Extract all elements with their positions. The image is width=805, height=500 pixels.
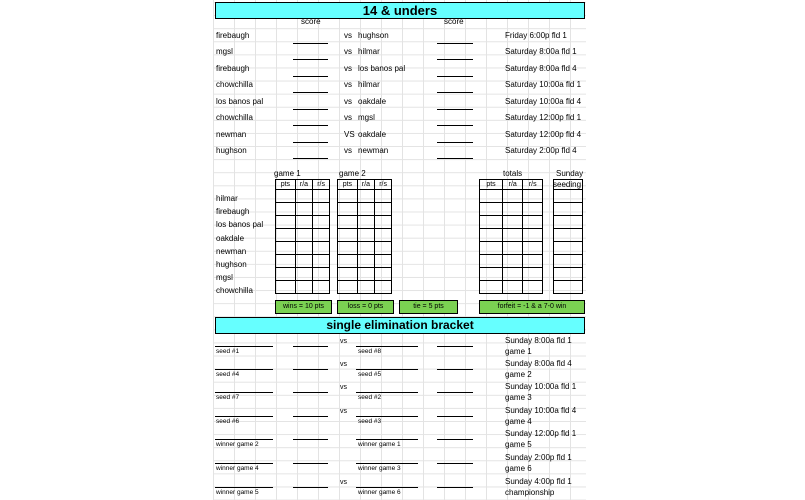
table-cell [313, 190, 330, 203]
table-cell [523, 203, 543, 216]
bracket-vs: vs [340, 384, 347, 391]
table-cell [503, 281, 523, 294]
table-cell [523, 229, 543, 242]
table-cell [357, 255, 375, 268]
bracket-score-line [437, 392, 473, 393]
bracket-time: Sunday 12:00p fld 1 [505, 429, 577, 438]
score-line [437, 158, 473, 159]
game-team2: mgsl [358, 113, 375, 122]
game-team2: oakdale [358, 130, 387, 139]
standings-team: los banos pal [216, 220, 264, 230]
table-row [480, 281, 543, 294]
bracket-title: single elimination bracket [215, 317, 585, 334]
table-cell [276, 203, 296, 216]
spreadsheet [213, 0, 586, 500]
bracket-score-line [437, 439, 473, 440]
table-cell [357, 190, 375, 203]
column-header: pts [276, 180, 296, 190]
bracket-score-line [437, 369, 473, 370]
game-vs: vs [344, 31, 352, 40]
bracket-seed-left: seed #6 [216, 418, 240, 425]
bracket-line-left [215, 346, 273, 347]
table-cell [313, 255, 330, 268]
game-team2: hilmar [358, 80, 380, 89]
table-cell [523, 281, 543, 294]
table-cell [276, 268, 296, 281]
bracket-seed-left: seed #4 [216, 371, 240, 378]
column-header: r/a [503, 180, 523, 190]
bracket-score-line [293, 346, 328, 347]
table-cell [357, 203, 375, 216]
seeding-label: seeding [553, 180, 582, 189]
table-cell [338, 268, 358, 281]
table-row [480, 190, 543, 203]
table-row [554, 255, 583, 268]
table-cell [338, 242, 358, 255]
table-row [554, 216, 583, 229]
bracket-line-right [356, 369, 418, 370]
bracket-line-right [356, 487, 418, 488]
table-cell [276, 229, 296, 242]
table-cell [554, 255, 583, 268]
table-cell [554, 268, 583, 281]
table-row [480, 268, 543, 281]
score-line [293, 43, 328, 44]
table-cell [554, 203, 583, 216]
bracket-seed-right: seed #3 [358, 418, 382, 425]
table-cell [276, 242, 296, 255]
table-cell [480, 190, 503, 203]
table-cell [313, 242, 330, 255]
bracket-vs: vs [340, 408, 347, 415]
bracket-vs: vs [340, 479, 347, 486]
game-team2: newman [358, 146, 389, 155]
game-team2: oakdale [358, 97, 387, 106]
bracket-line-left [215, 487, 273, 488]
bracket-game-label: game 3 [505, 393, 532, 402]
score-line [293, 76, 328, 77]
column-header: r/s [375, 180, 392, 190]
game-vs: VS [344, 130, 355, 139]
header-row [338, 180, 392, 190]
game-team1: firebaugh [216, 64, 250, 73]
bracket-game-label: game 4 [505, 417, 532, 426]
legend-wins: wins = 10 pts [275, 300, 332, 314]
table-cell [295, 190, 313, 203]
table-cell [276, 216, 296, 229]
table-cell [480, 216, 503, 229]
table-cell [523, 190, 543, 203]
score-header-right: score [444, 17, 464, 26]
table-cell [338, 255, 358, 268]
game-team2: hilmar [358, 47, 380, 56]
table-cell [338, 190, 358, 203]
table-cell [503, 255, 523, 268]
table-cell [375, 281, 392, 294]
score-header-left: score [301, 17, 321, 26]
game-vs: vs [344, 47, 352, 56]
game1-table [275, 179, 330, 294]
table-cell [313, 229, 330, 242]
table-cell [375, 268, 392, 281]
table-row [276, 216, 330, 229]
bracket-seed-left: seed #7 [216, 394, 240, 401]
table-cell [357, 242, 375, 255]
column-header: r/a [357, 180, 375, 190]
bracket-game-label: game 2 [505, 370, 532, 379]
table-cell [357, 268, 375, 281]
bracket-game-label: game 1 [505, 347, 532, 356]
table-cell [554, 216, 583, 229]
bracket-score-line [293, 392, 328, 393]
bracket-time: Sunday 8:00a fld 4 [505, 359, 572, 368]
bracket-line-right [356, 439, 418, 440]
bracket-time: Sunday 8:00a fld 1 [505, 336, 572, 345]
table-cell [480, 268, 503, 281]
score-line [437, 59, 473, 60]
table-row [276, 255, 330, 268]
table-cell [276, 281, 296, 294]
table-cell [338, 281, 358, 294]
game-time: Saturday 8:00a fld 4 [505, 64, 577, 73]
bracket-line-left [215, 439, 273, 440]
bracket-line-right [356, 392, 418, 393]
bracket-score-line [293, 439, 328, 440]
table-cell [480, 229, 503, 242]
bracket-game-label: championship [505, 488, 555, 497]
game-vs: vs [344, 97, 352, 106]
bracket-seed-left: seed #1 [216, 348, 240, 355]
score-line [293, 125, 328, 126]
bracket-score-line [437, 416, 473, 417]
table-row [554, 281, 583, 294]
header-row [480, 180, 543, 190]
table-cell [375, 203, 392, 216]
score-line [293, 92, 328, 93]
table-row [338, 190, 392, 203]
game-time: Saturday 2:00p fld 4 [505, 146, 577, 155]
bracket-seed-left: winner game 5 [216, 489, 259, 496]
table-cell [503, 216, 523, 229]
legend-tie: tie = 5 pts [399, 300, 458, 314]
table-cell [523, 255, 543, 268]
table-cell [338, 216, 358, 229]
game-vs: vs [344, 80, 352, 89]
game-team1: chowchilla [216, 113, 253, 122]
table-row [480, 216, 543, 229]
bracket-score-line [293, 487, 328, 488]
bracket-seed-left: winner game 4 [216, 465, 259, 472]
table-cell [276, 190, 296, 203]
score-line [437, 92, 473, 93]
bracket-seed-right: winner game 3 [358, 465, 401, 472]
table-cell [375, 242, 392, 255]
bracket-line-right [356, 346, 418, 347]
table-cell [523, 242, 543, 255]
game-team1: newman [216, 130, 247, 139]
table-row [554, 229, 583, 242]
bracket-score-line [437, 346, 473, 347]
score-line [437, 125, 473, 126]
table-cell [375, 229, 392, 242]
table-cell [276, 255, 296, 268]
score-line [437, 76, 473, 77]
sunday-label: Sunday [556, 169, 584, 178]
table-row [338, 203, 392, 216]
table-row [276, 190, 330, 203]
bracket-seed-right: seed #8 [358, 348, 382, 355]
game-time: Saturday 12:00p fld 4 [505, 130, 582, 139]
table-cell [295, 268, 313, 281]
game-time: Saturday 8:00a fld 1 [505, 47, 577, 56]
table-cell [503, 242, 523, 255]
table-row [554, 268, 583, 281]
table-row [338, 255, 392, 268]
table-cell [357, 229, 375, 242]
table-cell [295, 216, 313, 229]
header-row [276, 180, 330, 190]
table-row [480, 229, 543, 242]
table-row [554, 190, 583, 203]
bracket-score-line [293, 463, 328, 464]
table-cell [313, 268, 330, 281]
table-cell [503, 268, 523, 281]
legend-forfeit: forfeit = -1 & a 7-0 win [479, 300, 585, 314]
table-cell [295, 242, 313, 255]
table-cell [357, 216, 375, 229]
table-cell [503, 203, 523, 216]
bracket-score-line [293, 416, 328, 417]
game-team1: los banos pal [216, 97, 264, 106]
seeding-table [553, 179, 583, 294]
game-team1: firebaugh [216, 31, 250, 40]
standings-team: oakdale [216, 233, 245, 243]
bracket-seed-right: winner game 1 [358, 441, 401, 448]
bracket-game-label: game 5 [505, 440, 532, 449]
table-cell [295, 255, 313, 268]
table-cell [338, 203, 358, 216]
bracket-seed-right: seed #5 [358, 371, 382, 378]
score-line [293, 109, 328, 110]
table-row [276, 268, 330, 281]
bracket-line-right [356, 416, 418, 417]
table-cell [313, 281, 330, 294]
bracket-line-left [215, 392, 273, 393]
standings-team: mgsl [216, 273, 233, 283]
table-row [338, 242, 392, 255]
table-cell [523, 216, 543, 229]
table-row [480, 255, 543, 268]
table-cell [295, 281, 313, 294]
table-cell [480, 203, 503, 216]
score-line [437, 109, 473, 110]
page-title: 14 & unders [215, 2, 585, 19]
table-row [338, 268, 392, 281]
totals-label: totals [503, 169, 523, 178]
table-cell [523, 268, 543, 281]
game-vs: vs [344, 146, 352, 155]
legend-loss: loss = 0 pts [337, 300, 394, 314]
game-time: Saturday 10:00a fld 1 [505, 80, 582, 89]
header-row [554, 180, 583, 190]
game-team1: hughson [216, 146, 247, 155]
game-vs: vs [344, 64, 352, 73]
table-cell [480, 242, 503, 255]
score-line [293, 142, 328, 143]
standings-team: hughson [216, 260, 247, 269]
game-time: Saturday 10:00a fld 4 [505, 97, 582, 106]
bracket-seed-right: seed #2 [358, 394, 382, 401]
totals-table [479, 179, 543, 294]
bracket-game-label: game 6 [505, 464, 532, 473]
table-cell [554, 242, 583, 255]
table-row [338, 229, 392, 242]
table-cell [295, 203, 313, 216]
standings-team: chowchilla [216, 286, 253, 296]
column-header: pts [480, 180, 503, 190]
table-cell [480, 255, 503, 268]
game-team1: chowchilla [216, 80, 253, 89]
table-cell [554, 281, 583, 294]
bracket-seed-left: winner game 2 [216, 441, 259, 448]
game-team2: los banos pal [358, 64, 406, 73]
table-row [338, 216, 392, 229]
bracket-line-left [215, 416, 273, 417]
table-cell [554, 190, 583, 203]
bracket-line-left [215, 463, 273, 464]
table-row [480, 203, 543, 216]
table-row [554, 242, 583, 255]
table-cell [338, 229, 358, 242]
bracket-vs: vs [340, 361, 347, 368]
column-header: r/s [313, 180, 330, 190]
table-cell [375, 190, 392, 203]
game-team2: hughson [358, 31, 389, 40]
standings-team: hilmar [216, 194, 238, 203]
table-cell [313, 216, 330, 229]
bracket-time: Sunday 10:00a fld 4 [505, 406, 577, 415]
table-row [554, 203, 583, 216]
table-cell [503, 190, 523, 203]
table-cell [375, 255, 392, 268]
table-row [276, 203, 330, 216]
table-cell [503, 229, 523, 242]
bracket-vs: vs [340, 338, 347, 345]
game-team1: mgsl [216, 47, 233, 56]
table-row [276, 242, 330, 255]
game1-label: game 1 [274, 169, 301, 178]
bracket-time: Sunday 10:00a fld 1 [505, 382, 577, 391]
blank-cell [554, 180, 583, 190]
bracket-line-left [215, 369, 273, 370]
column-header: r/s [523, 180, 543, 190]
table-cell [357, 281, 375, 294]
bracket-seed-right: winner game 6 [358, 489, 401, 496]
bracket-line-right [356, 463, 418, 464]
game-vs: vs [344, 113, 352, 122]
score-line [437, 43, 473, 44]
table-cell [295, 229, 313, 242]
table-cell [554, 229, 583, 242]
game-time: Friday 6:00p fld 1 [505, 31, 567, 40]
table-row [480, 242, 543, 255]
table-row [338, 281, 392, 294]
table-cell [480, 281, 503, 294]
bracket-score-line [437, 487, 473, 488]
game-time: Saturday 12:00p fld 1 [505, 113, 582, 122]
column-header: r/a [295, 180, 313, 190]
score-line [293, 59, 328, 60]
table-cell [313, 203, 330, 216]
bracket-score-line [437, 463, 473, 464]
bracket-score-line [293, 369, 328, 370]
table-cell [375, 216, 392, 229]
standings-team: firebaugh [216, 207, 250, 217]
standings-team: newman [216, 246, 247, 256]
score-line [293, 158, 328, 159]
game2-label: game 2 [339, 169, 366, 178]
bracket-time: Sunday 4:00p fld 1 [505, 477, 572, 486]
column-header: pts [338, 180, 358, 190]
bracket-time: Sunday 2:00p fld 1 [505, 453, 572, 462]
score-line [437, 142, 473, 143]
game2-table [337, 179, 392, 294]
table-row [276, 229, 330, 242]
table-row [276, 281, 330, 294]
